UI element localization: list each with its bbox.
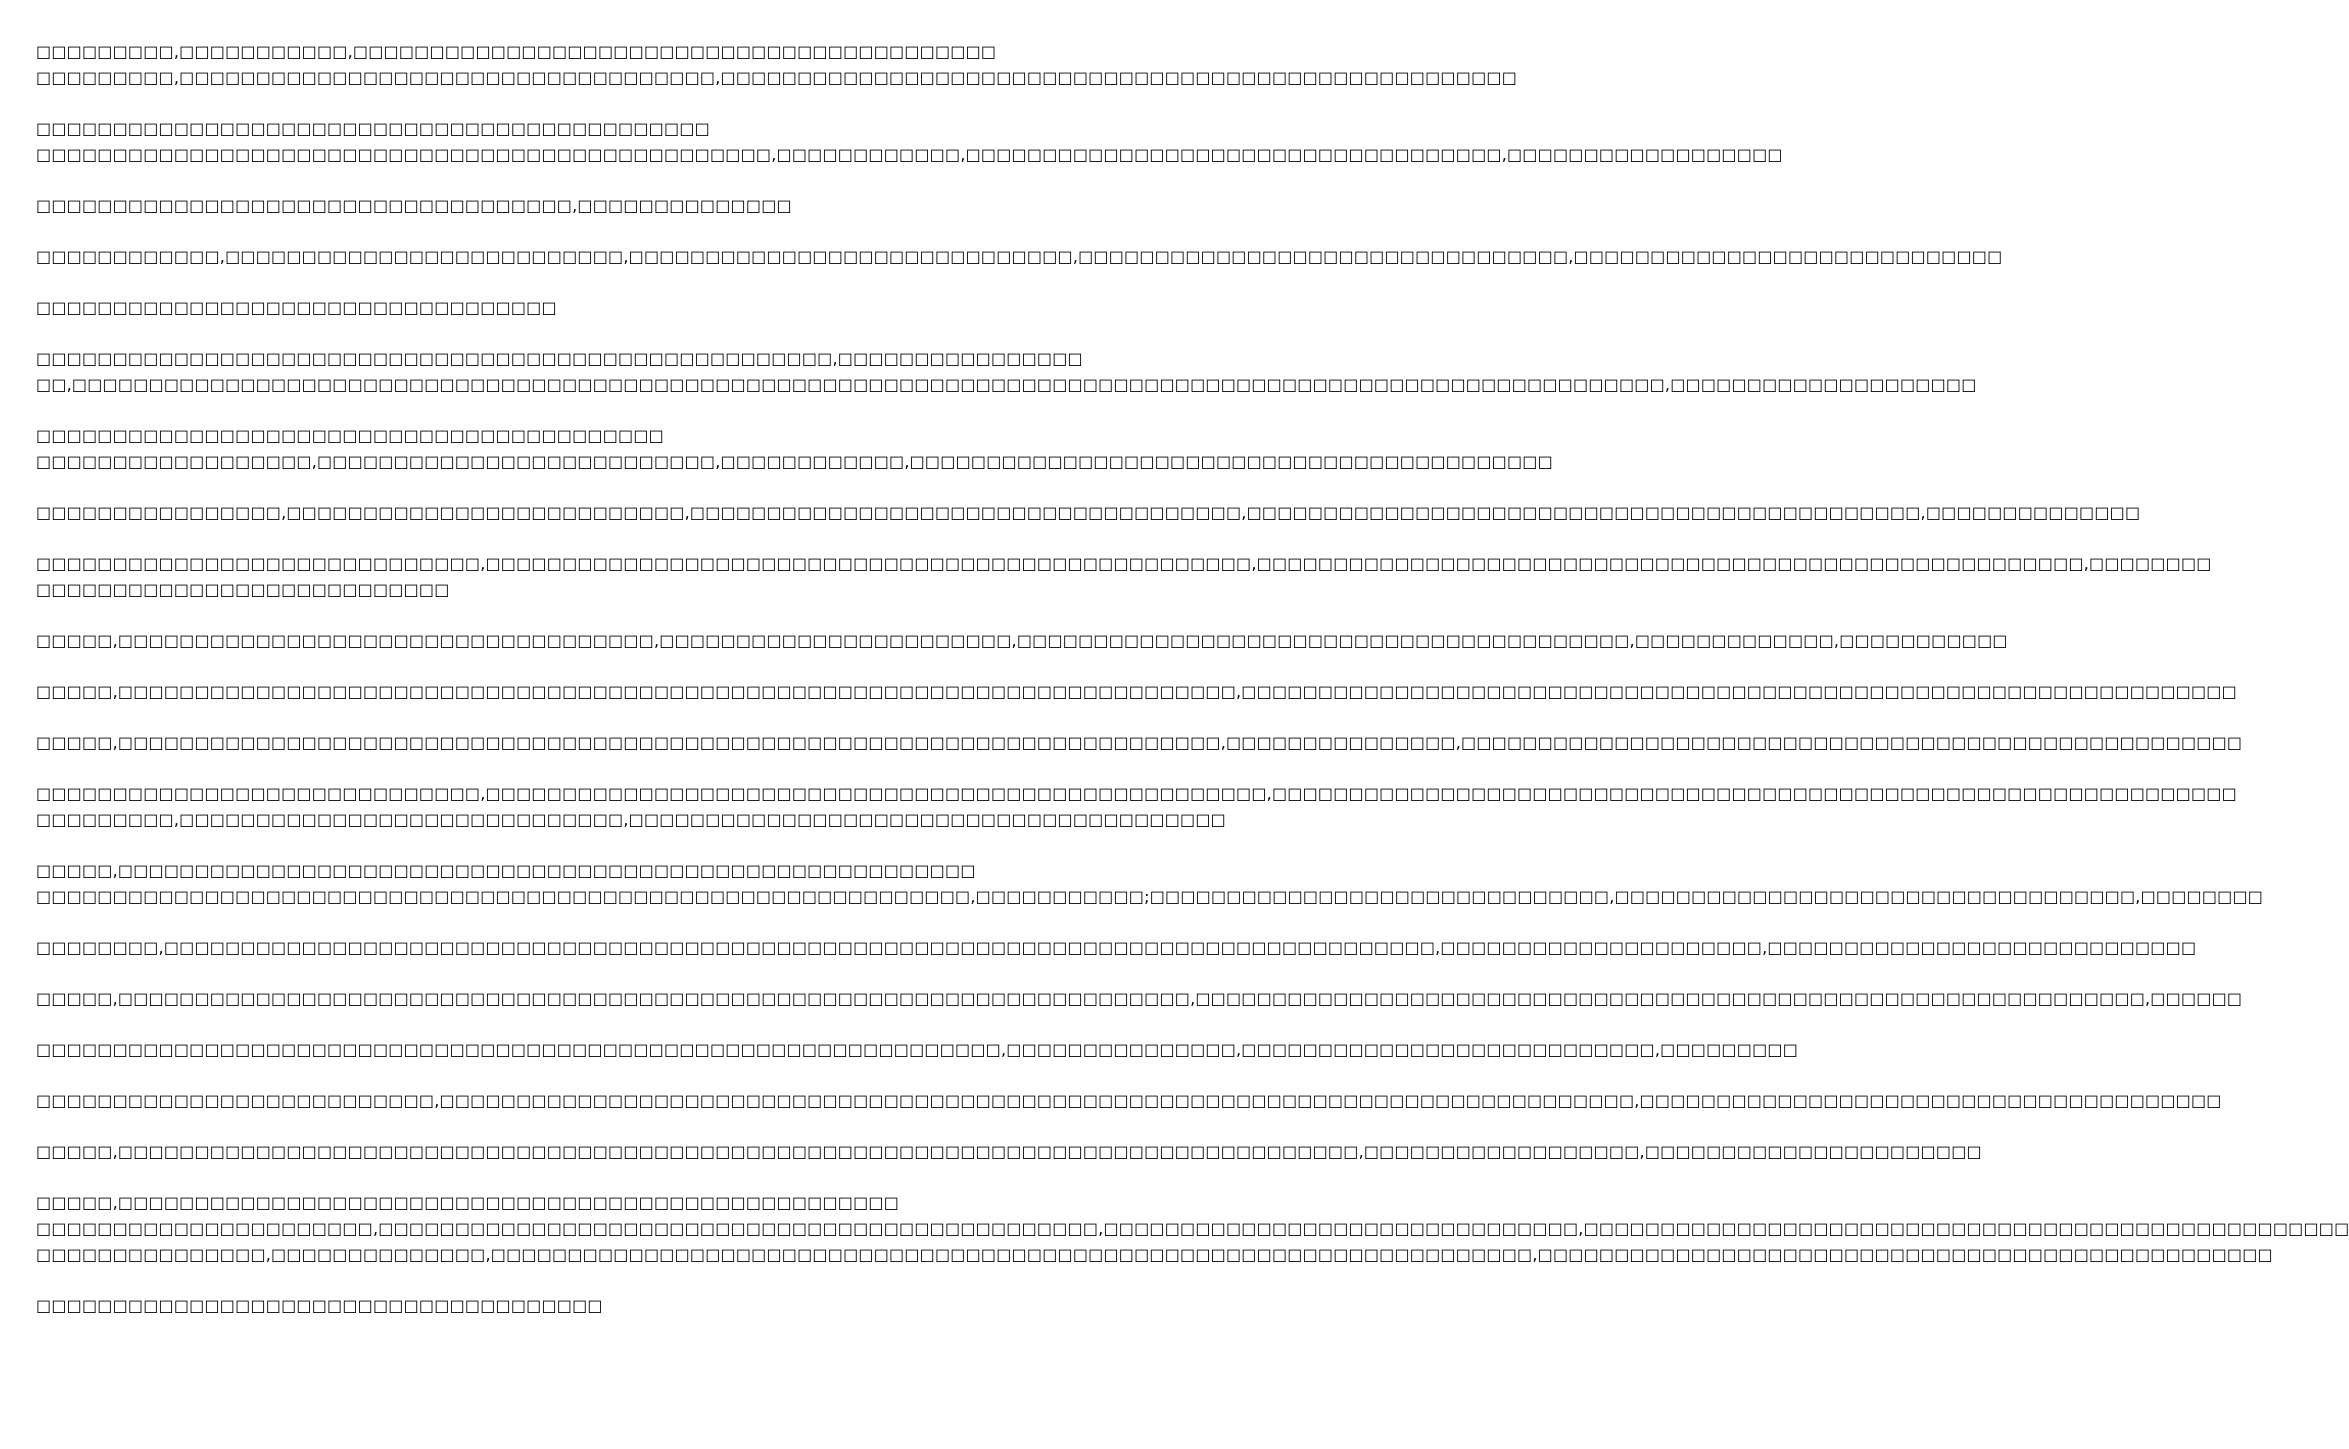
text-line: □□□□□,□□□□□□□□□□□□□□□□□□□□□□□□□□□□□□□□□□□□□□□□□□□□□□□□□□□□□□□□□□□□□□□□□□□□□□□□□,□□□□□□□□□□□□□□□□□□□□□□□□□□□□□□□□□□□□□□□□□□□□□□□□□□□□□□□□□□□□□□□□□ <box>36 682 2237 701</box>
paragraph <box>36 858 2264 910</box>
text-line: □□□□□,□□□□□□□□□□□□□□□□□□□□□□□□□□□□□□□□□□□□□□□□□□□□□□□□□□□ <box>36 1193 900 1212</box>
text-line: □□,□□□□□□□□□□□□□□□□□□□□□□□□□□□□□□□□□□□□□□□□□□□□□□□□□□□□□□□□□□□□□□□□□□□□□□□□□□□□□□□□□□□□□□□□□□□□□□□□□□□□□□□□,□□□□□□□□□□□□□□□□□□□□ <box>36 375 1977 394</box>
text-line: □□□□□□□□□,□□□□□□□□□□□□□□□□□□□□□□□□□□□□□,□□□□□□□□□□□□□□□□□□□□□□□□□□□□□□□□□□□□□□□ <box>36 810 1226 829</box>
text-line: □□□□□□□□□□□□□□□□□□□□□□□□□□□□□□□□□□ <box>36 298 557 317</box>
text-line: □□□□□□□□□□□□□□□,□□□□□□□□□□□□□□,□□□□□□□□□□□□□□□□□□□□□□□□□□□□□□□□□□□□□□□□□□□□□□□□□□□□□□□□□□□□□□□□□□□□,□□□□□□□□□□□□□□□□□□□□□□□□□□□□□□□□□□□□□□□□□□□□□□□□ <box>36 1245 2273 1264</box>
text-line: □□□□□□□□□□□□□□□□□□□□□□□□□□□ <box>36 580 450 599</box>
text-line: □□□□□□□□□□□□□□□□□□□□□□□□□□□□□□□□□□□□□□□□□□□□□□□□□□□□□□□□□□□□□,□□□□□□□□□□□;□□□□□□□□□□□□□□□□□□□□□□□□□□□□□□,□□□□□□□□□□□□□□□□□□□□□□□□□□□□□□□□□□,□□□□□□□□ <box>36 887 2264 906</box>
text-line: □□□□□,□□□□□□□□□□□□□□□□□□□□□□□□□□□□□□□□□□□□□□□□□□□□□□□□□□□□□□□□ <box>36 861 976 880</box>
paragraph <box>36 39 1518 91</box>
paragraph <box>36 935 2197 961</box>
text-line: □□□□□,□□□□□□□□□□□□□□□□□□□□□□□□□□□□□□□□□□□□□□□□□□□□□□□□□□□□□□□□□□□□□□□□□□□□□□□□□□□□□□□□□,□□□□□□□□□□□□□□□□□□,□□□□□□□□□□□□□□□□□□□□□□ <box>36 1142 1982 1161</box>
paragraph <box>36 1293 989 1319</box>
paragraph <box>36 116 1783 168</box>
paragraph <box>36 1190 2349 1268</box>
paragraph <box>36 295 989 321</box>
text-line: □□□□□□□□□□□□□□□□□□□□□□□□□□□□□,□□□□□□□□□□□□□□□□□□□□□□□□□□□□□□□□□□□□□□□□□□□□□□□□□□,□□□□□□□□□□□□□□□□□□□□□□□□□□□□□□□□□□□□□□□□□□□□□□□□□□□□□□,□□□□□□□□ <box>36 554 2212 573</box>
text-line: □□□□□□□□□□□□□□□□,□□□□□□□□□□□□□□□□□□□□□□□□□□,□□□□□□□□□□□□□□□□□□□□□□□□□□□□□□□□□□□□,□□□□□□□□□□□□□□□□□□□□□□□□□□□□□□□□□□□□□□□□□□□□,□□□□□□□□□□□□□□ <box>36 503 2141 522</box>
paragraph <box>36 193 989 219</box>
paragraph <box>36 500 2141 526</box>
text-line: □□□□□□□□□,□□□□□□□□□□□□□□□□□□□□□□□□□□□□□□□□□□□,□□□□□□□□□□□□□□□□□□□□□□□□□□□□□□□□□□□□□□□□□□□□□□□□□□□□ <box>36 68 1518 87</box>
text-line: □□□□□□□□□□□□□□□□□□□□□□□□□□□□□□□□□□□□□□□□□□□□ <box>36 119 710 138</box>
paragraph <box>36 1037 1799 1063</box>
text-line: □□□□□□□□,□□□□□□□□□□□□□□□□□□□□□□□□□□□□□□□□□□□□□□□□□□□□□□□□□□□□□□□□□□□□□□□□□□□□□□□□□□□□□□□□□□□,□□□□□□□□□□□□□□□□□□□□□,□□□□□□□□□□□□□□□□□□□□□□□□□□□□ <box>36 938 2197 957</box>
text-line: □□□□□□□□□□□□,□□□□□□□□□□□□□□□□□□□□□□□□□□,□□□□□□□□□□□□□□□□□□□□□□□□□□□□□,□□□□□□□□□□□□□□□□□□□□□□□□□□□□□□□□,□□□□□□□□□□□□□□□□□□□□□□□□□□□□ <box>36 247 2003 266</box>
text-line: □□□□□□□□□□□□□□□□□□□□□□□□□□□□□□□□□□□□□□□□□□□□□□□□,□□□□□□□□□□□□,□□□□□□□□□□□□□□□□□□□□□□□□□□□□□□□□□□□,□□□□□□□□□□□□□□□□□□ <box>36 145 1783 164</box>
document-body <box>36 39 2349 1344</box>
text-line: □□□□□□□□□□□□□□□□□□□□□□□□□□,□□□□□□□□□□□□□□□□□□□□□□□□□□□□□□□□□□□□□□□□□□□□□□□□□□□□□□□□□□□□□□□□□□□□□□□□□□□□□□,□□□□□□□□□□□□□□□□□□□□□□□□□□□□□□□□□□□□□□ <box>36 1091 2222 1110</box>
text-line: □□□□□□□□□□□□□□□□□□□□□□□□□□□□□,□□□□□□□□□□□□□□□□□□□□□□□□□□□□□□□□□□□□□□□□□□□□□□□□□□□,□□□□□□□□□□□□□□□□□□□□□□□□□□□□□□□□□□□□□□□□□□□□□□□□□□□□□□□□□□□□□□□ <box>36 784 2237 803</box>
text-line: □□□□□,□□□□□□□□□□□□□□□□□□□□□□□□□□□□□□□□□□□□□□□□□□□□□□□□□□□□□□□□□□□□□□□□□□□□□□□□,□□□□□□□□□□□□□□□,□□□□□□□□□□□□□□□□□□□□□□□□□□□□□□□□□□□□□□□□□□□□□□□□□□□ <box>36 733 2243 752</box>
paragraph <box>36 781 2237 833</box>
text-line: □□□□□□□□□□□□□□□□□□□□□□□□□□□□□□□□□□□□□□□□□□□□□□□□□□□□,□□□□□□□□□□□□□□□□ <box>36 349 1083 368</box>
text-line: □□□□□□□□□□□□□□□□□□□□□□□□□□□□□□□□□□□□□□□□□ <box>36 426 665 445</box>
text-line: □□□□□□□□□□□□□□□□□□,□□□□□□□□□□□□□□□□□□□□□□□□□□,□□□□□□□□□□□□,□□□□□□□□□□□□□□□□□□□□□□□□□□□□□□□□□□□□□□□□□□ <box>36 452 1553 471</box>
paragraph <box>36 551 2212 603</box>
paragraph <box>36 679 2237 705</box>
paragraph <box>36 730 2243 756</box>
paragraph <box>36 244 2003 270</box>
text-line: □□□□□□□□□□□□□□□□□□□□□□□□□□□□□□□□□□□□□□□□□□□□□□□□□□□□□□□□□□□□□□□,□□□□□□□□□□□□□□□,□□□□□□□□□□□□□□□□□□□□□□□□□□□,□□□□□□□□□ <box>36 1040 1799 1059</box>
text-line: □□□□□,□□□□□□□□□□□□□□□□□□□□□□□□□□□□□□□□□□□,□□□□□□□□□□□□□□□□□□□□□□□,□□□□□□□□□□□□□□□□□□□□□□□□□□□□□□□□□□□□□□□□,□□□□□□□□□□□□□,□□□□□□□□□□□ <box>36 631 2008 650</box>
text-line: □□□□□□□□□□□□□□□□□□□□□□,□□□□□□□□□□□□□□□□□□□□□□□□□□□□□□□□□□□□□□□□□□□□□□□,□□□□□□□□□□□□□□□□□□□□□□□□□□□□□□□,□□□□□□□□□□□□□□□□□□□□□□□□□□□□□□□□□□□□□□□□□□□□□□□□□□ <box>36 1219 2349 1238</box>
text-line: □□□□□□□□□□□□□□□□□□□□□□□□□□□□□□□□□□□,□□□□□□□□□□□□□□ <box>36 196 792 215</box>
text-line: □□□□□□□□□,□□□□□□□□□□□,□□□□□□□□□□□□□□□□□□□□□□□□□□□□□□□□□□□□□□□□□□ <box>36 42 997 61</box>
paragraph <box>36 1088 2222 1114</box>
paragraph <box>36 986 2243 1012</box>
text-line: □□□□□,□□□□□□□□□□□□□□□□□□□□□□□□□□□□□□□□□□□□□□□□□□□□□□□□□□□□□□□□□□□□□□□□□□□□□□,□□□□□□□□□□□□□□□□□□□□□□□□□□□□□□□□□□□□□□□□□□□□□□□□□□□□□□□□□□□□□□,□□□□□□ <box>36 989 2243 1008</box>
paragraph <box>36 423 1553 475</box>
text-line: □□□□□□□□□□□□□□□□□□□□□□□□□□□□□□□□□□□□□ <box>36 1296 603 1315</box>
paragraph <box>36 1139 1982 1165</box>
paragraph <box>36 628 2008 654</box>
paragraph <box>36 346 1977 398</box>
